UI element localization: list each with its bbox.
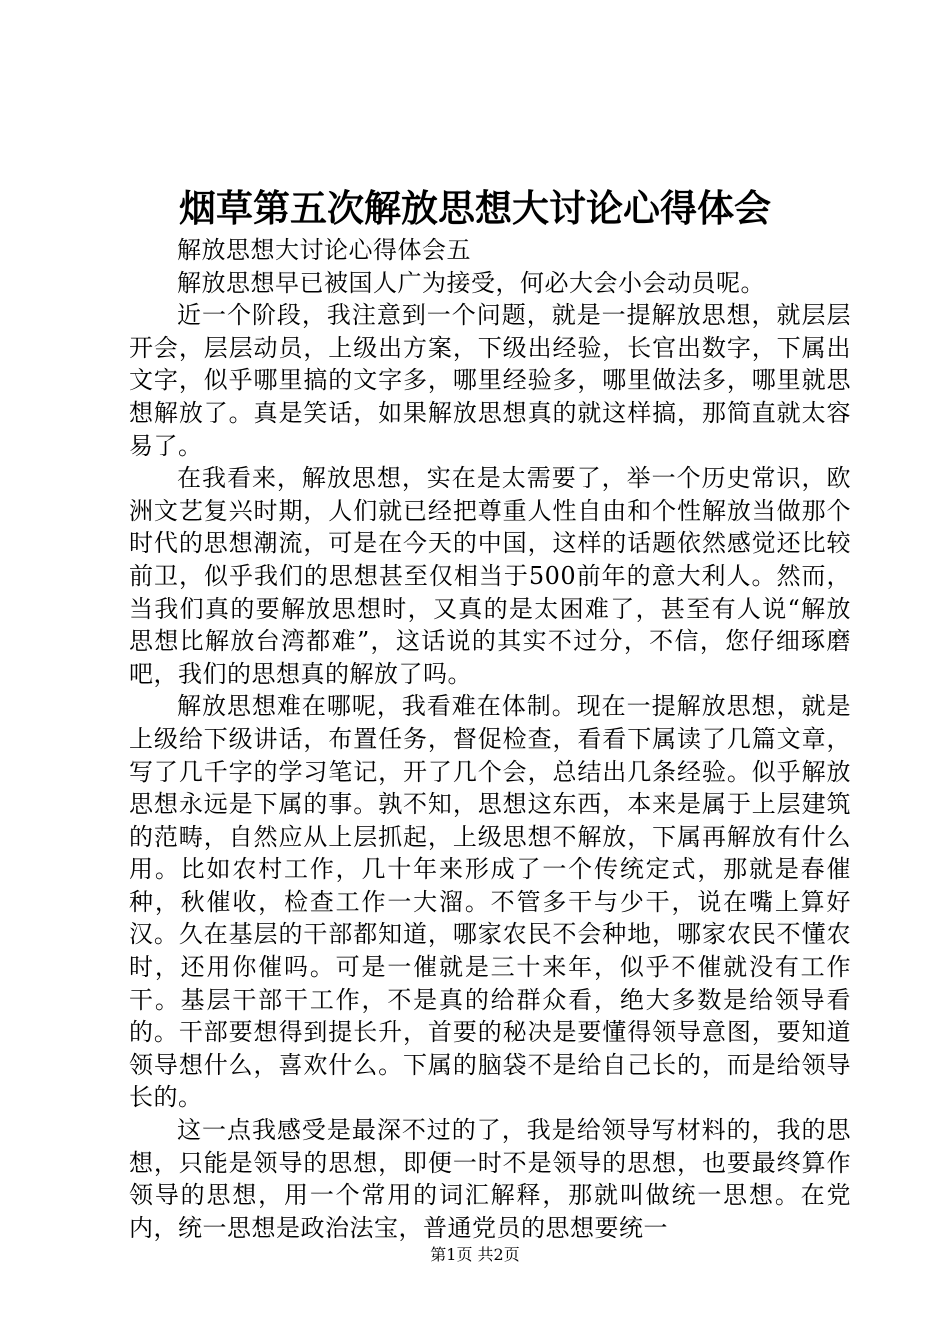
paragraph: 这一点我感受是最深不过的了，我是给领导写材料的，我的思想，只能是领导的思想，即便一时不是领导的思想，也要最终算作领导的思想，用一个常用的词汇解释，那就叫做统一思想。在党内，统一思想是政治法宝，普通党员的思想要统一 — [129, 1116, 851, 1242]
page-footer: 第1页 共2页 — [430, 1245, 520, 1264]
paragraph: 解放思想难在哪呢，我看难在体制。现在一提解放思想，就是上级给下级讲话，布置任务，督促检查，看看下属读了几篇文章，写了几千字的学习笔记，开了几个会，总结出几条经验。似乎解放思想永远是下属的事。孰不知，思想这东西，本来是属于上层建筑的范畴，自然应从上层抓起，上级思想不解放，下属再解放有什么用。比如农村工作，几十年来形成了一个传统定式，那就是春催种，秋催收，检查工作一大溜。不管多干与少干，说在嘴上算好汉。久在基层的干部都知道，哪家农民不会种地，哪家农民不懂农时，还用你催吗。可是一催就是三十来年，似乎不催就没有工作干。基层干部干工作，不是真的给群众看，绝大多数是给领导看的。干部要想得到提长升，首要的秘决是要懂得领导意图，要知道领导想什么，喜欢什么。下属的脑袋不是给自己长的，而是给领导长的。 — [129, 692, 851, 1112]
document-title: 烟草第五次解放思想大讨论心得体会 — [179, 186, 771, 230]
paragraph: 近一个阶段，我注意到一个问题，就是一提解放思想，就层层开会，层层动员，上级出方案，下级出经验，长官出数字，下属出文字，似乎哪里搞的文字多，哪里经验多，哪里做法多，哪里就思想解放了。真是笑话，如果解放思想真的就这样搞，那简直就太容易了。 — [129, 301, 851, 460]
paragraph: 在我看来，解放思想，实在是太需要了，举一个历史常识，欧洲文艺复兴时期，人们就已经把尊重人性自由和个性解放当做那个时代的思想潮流，可是在今天的中国，这样的话题依然感觉还比较前卫，似乎我们的思想甚至仅相当于500前年的意大利人。然而，当我们真的要解放思想时，又真的是太困难了，甚至有人说“解放思想比解放台湾都难”，这话说的其实不过分，不信，您仔细琢磨吧，我们的思想真的解放了吗。 — [129, 464, 851, 688]
paragraph: 解放思想早已被国人广为接受，何必大会小会动员呢。 — [177, 268, 765, 297]
paragraph: 解放思想大讨论心得体会五 — [177, 236, 471, 264]
document-body — [129, 234, 851, 1244]
